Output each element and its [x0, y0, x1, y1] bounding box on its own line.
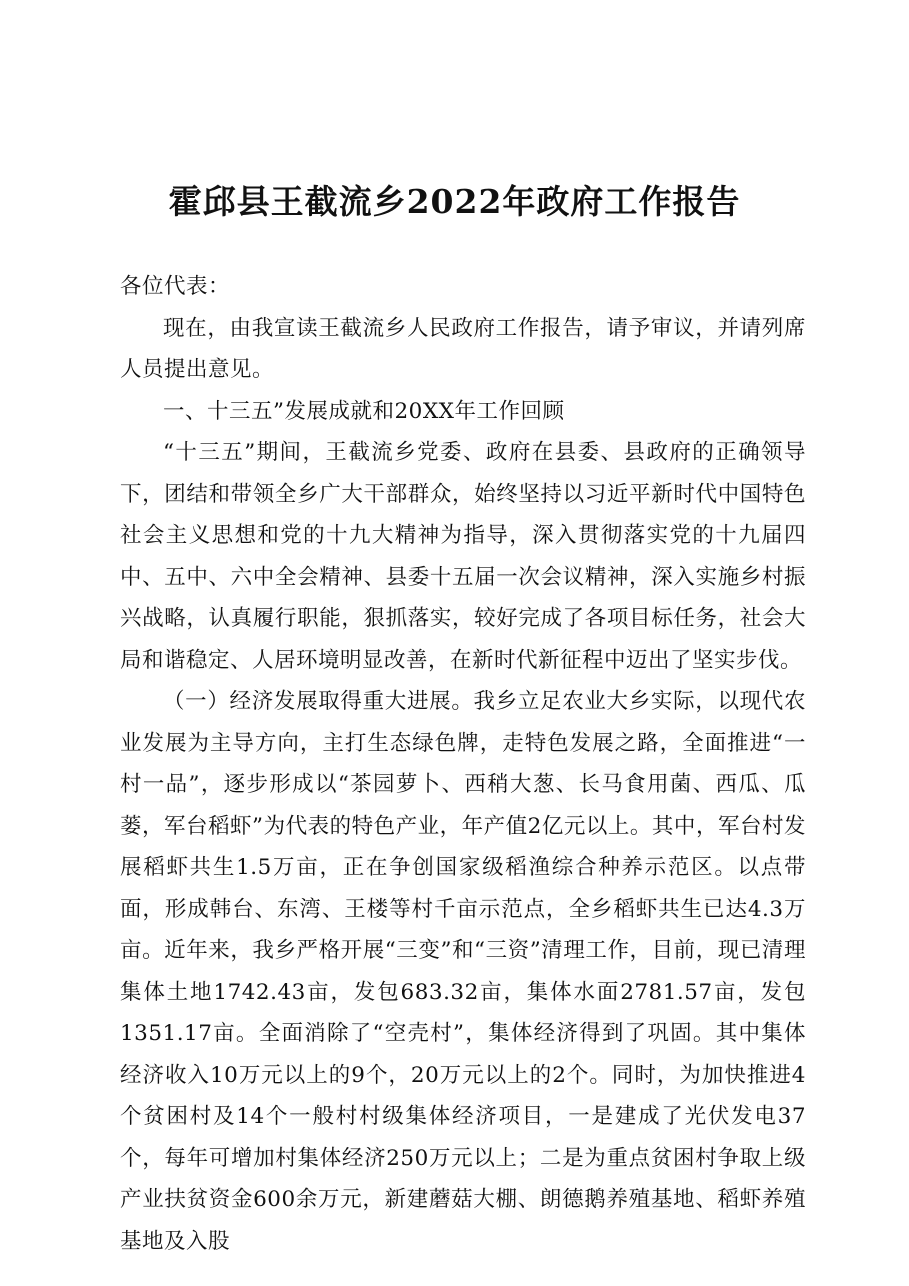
document-body [120, 266, 806, 1262]
paragraph: （一）经济发展取得重大进展。我乡立足农业大乡实际，以现代农业发展为主导方向，主打生态绿色牌，走特色发展之路，全面推进“一村一品”，逐步形成以“茶园萝卜、西稍大葱、长马食用菌、西瓜、瓜蒌，军台稻虾”为代表的特色产业，年产值2亿元以上。其中，军台村发展稻虾共生1.5万亩，正在争创国家级稻渔综合种养示范区。以点带面，形成韩台、东湾、王楼等村千亩示范点，全乡稻虾共生已达4.3万亩。近年来，我乡严格开展“三变”和“三资”清理工作，目前，现已清理集体土地1742.43亩，发包683.32亩，集体水面2781.57亩，发包1351.17亩。全面消除了“空壳村”，集体经济得到了巩固。其中集体经济收入10万元以上的9个，20万元以上的2个。同时，为加快推进4个贫困村及14个一般村村级集体经济项目，一是建成了光伏发电37个，每年可增加村集体经济250万元以上；二是为重点贫困村争取上级产业扶贫资金600余万元，新建蘑菇大棚、朗德鹅养殖基地、稻虾养殖基地及入股 [120, 689, 806, 1254]
salutation: 各位代表： [120, 274, 231, 299]
paragraph: “十三五”期间，王截流乡党委、政府在县委、县政府的正确领导下，团结和带领全乡广大干部群众，始终坚持以习近平新时代中国特色社会主义思想和党的十九大精神为指导，深入贯彻落实党的十九届四中、五中、六中全会精神、县委十五届一次会议精神，深入实施乡村振兴战略，认真履行职能，狠抓落实，较好完成了各项目标任务，社会大局和谐稳定、人居环境明显改善，在新时代新征程中迈出了坚实步伐。 [120, 440, 806, 673]
paragraph: 现在，由我宣读王截流乡人民政府工作报告，请予审议，并请列席人员提出意见。 [120, 315, 806, 382]
document-title: 霍邱县王截流乡2022年政府工作报告 [168, 182, 741, 222]
section-heading: 一、十三五”发展成就和20XX年工作回顾 [163, 398, 565, 424]
